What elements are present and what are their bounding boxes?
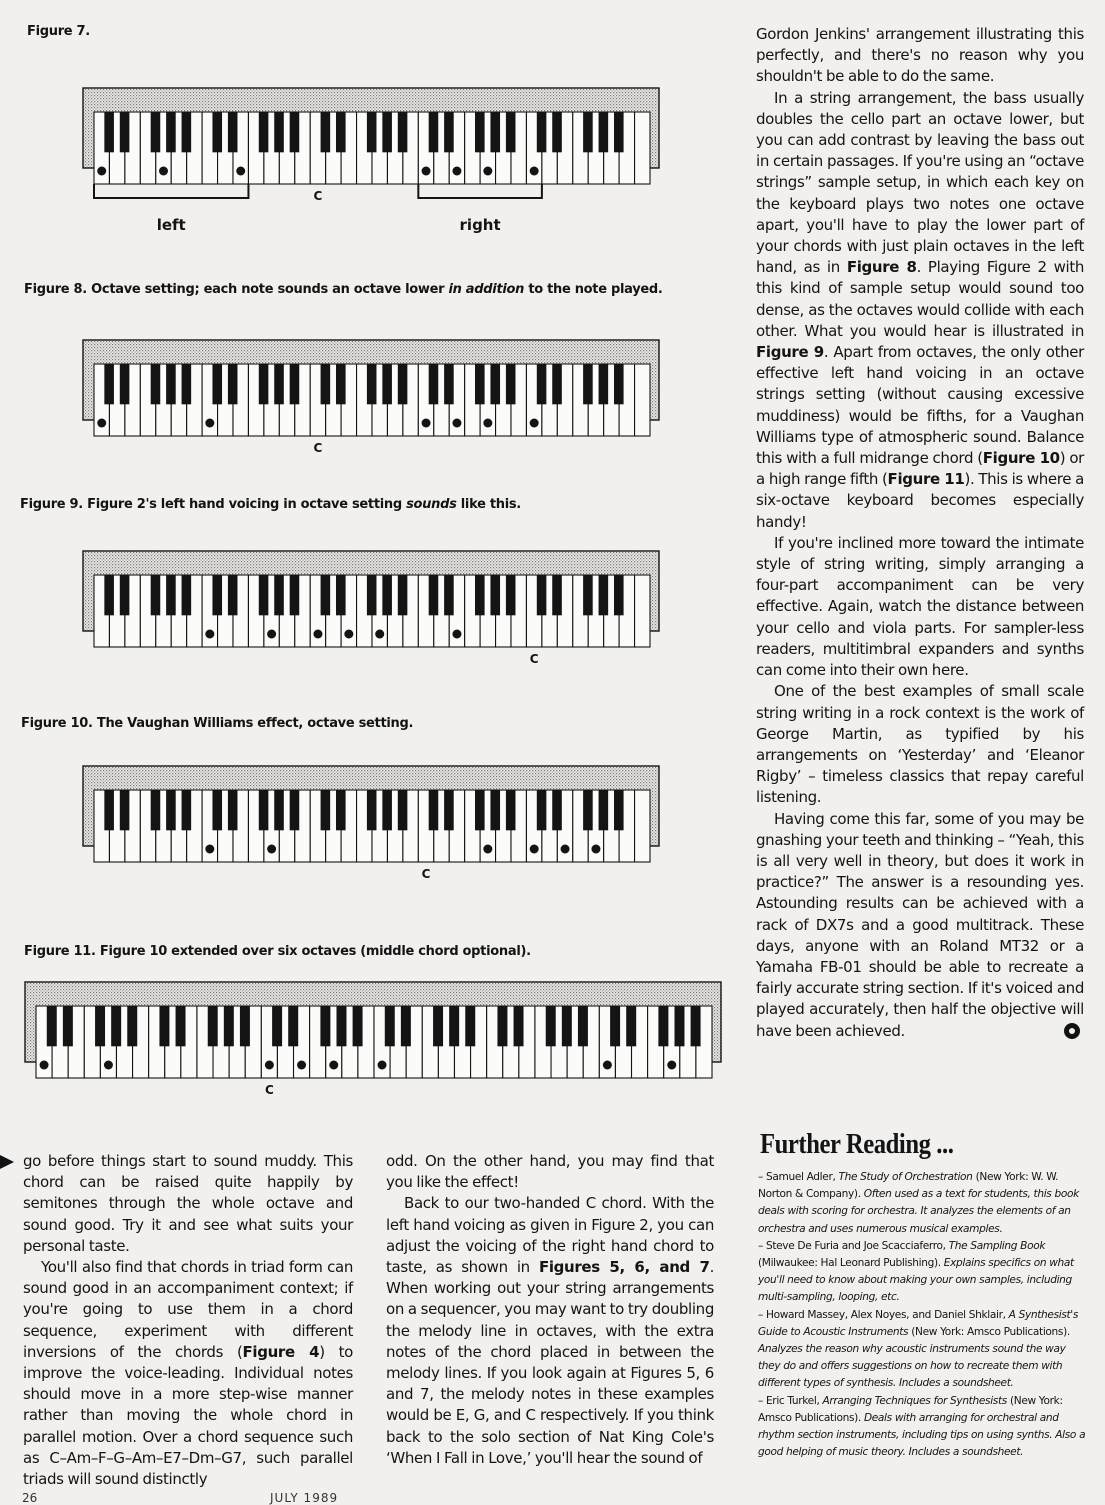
text-run: . Apart from octaves, the only other effective left hand voicing in an octave strings setting (without causing excessive muddiness) would be fifths, for a Vaughan Williams type of atmospheric sound. Balance this with a full midrange chord ( <box>756 343 1085 468</box>
black-key <box>336 364 346 404</box>
black-key <box>182 575 192 615</box>
figure-reference: Figures 5, 6, and 7 <box>538 1258 710 1277</box>
further-reading-title: Further Reading ... <box>760 1128 954 1160</box>
black-key <box>398 575 408 615</box>
black-key <box>506 575 516 615</box>
text-run: You'll also find that chords in triad form can sound good in an accompaniment context; if you're going to use them in a chord sequence, experiment with different inversions of the chords ( <box>23 1258 353 1361</box>
black-key <box>614 364 624 404</box>
black-key <box>444 364 454 404</box>
black-key <box>240 1006 250 1046</box>
figure-11-keyboard <box>24 980 724 1095</box>
note-dot <box>267 845 276 854</box>
note-dot <box>530 167 539 176</box>
black-key <box>490 575 500 615</box>
figure-reference: Figure 11 <box>887 470 965 489</box>
black-key <box>321 112 331 152</box>
bottom-left-article-column <box>23 1151 353 1490</box>
black-key <box>506 112 516 152</box>
black-key <box>382 364 392 404</box>
reading-publisher: (New York: W. W. Norton & Company). <box>758 1171 1059 1201</box>
black-key <box>475 790 485 830</box>
black-key <box>120 364 130 404</box>
black-key <box>367 112 377 152</box>
figure-11-caption: Figure 11. Figure 10 extended over six octaves (middle chord optional). <box>24 944 531 959</box>
black-key <box>176 1006 186 1046</box>
caption-text-end: like this. <box>456 497 521 512</box>
text-run: Back to our two-handed C chord. With the left hand voicing as given in Figure 2, you can adjust the voicing of the right hand chord to taste, as shown in <box>386 1194 714 1277</box>
hand-label-left: left <box>156 216 186 234</box>
black-key <box>429 575 439 615</box>
hand-bracket-left <box>94 184 248 198</box>
black-key <box>506 790 516 830</box>
black-key <box>475 364 485 404</box>
black-key <box>506 364 516 404</box>
black-key <box>321 575 331 615</box>
black-key <box>95 1006 105 1046</box>
black-key <box>385 1006 395 1046</box>
black-key <box>599 575 609 615</box>
figure-reference: Figure 4 <box>242 1342 320 1361</box>
black-key <box>537 364 547 404</box>
black-key <box>290 112 300 152</box>
black-key <box>449 1006 459 1046</box>
black-key <box>353 1006 363 1046</box>
reading-book-title: The Study of Orchestration <box>838 1171 973 1183</box>
figure-9-caption <box>20 497 521 512</box>
black-key <box>552 790 562 830</box>
figure-reference: Figure 10 <box>982 449 1060 468</box>
black-key <box>272 1006 282 1046</box>
black-key <box>104 364 114 404</box>
black-key <box>104 112 114 152</box>
note-dot <box>375 630 384 639</box>
reading-book-title: Arranging Techniques for Synthesists <box>822 1394 1007 1407</box>
caption-italic: in addition <box>448 282 525 297</box>
hand-label-right: right <box>459 216 501 234</box>
black-key <box>610 1006 620 1046</box>
note-dot <box>205 419 214 428</box>
middle-c-label: C <box>421 867 431 881</box>
black-key <box>490 112 500 152</box>
text-run: go before things start to sound muddy. This chord can be raised quite happily by semitones through the whole octave and sound good. Try it and see what suits your personal taste. <box>23 1152 353 1255</box>
black-key <box>120 112 130 152</box>
note-dot <box>236 167 245 176</box>
note-dot <box>422 419 431 428</box>
text-run: ) or a high range fifth ( <box>756 449 1084 489</box>
black-key <box>321 790 331 830</box>
black-key <box>182 112 192 152</box>
reading-note: Often used as a text for students, this book deals with scoring for orchestra. It analyzes the elements of an orchestra and uses numerous musical examples. <box>758 1188 1079 1235</box>
black-key <box>151 790 161 830</box>
reading-author: – Howard Massey, Alex Noyes, and Daniel Shklair, <box>758 1308 1009 1321</box>
black-key <box>166 364 176 404</box>
black-key <box>599 364 609 404</box>
text-run: One of the best examples of small scale string writing in a rock context is the work of George Martin, as typified by his arrangements on ‘Yesterday’ and ‘Eleanor Rigby’ – timeless classics that repay careful listening. <box>756 682 1084 807</box>
note-dot <box>344 630 353 639</box>
paragraph <box>386 1151 714 1193</box>
note-dot <box>452 167 461 176</box>
text-run: . When working out your string arrangements on a sequencer, you may want to try doubling the melody line in octaves, with the extra notes of the chord placed in between the melody lines. If you look again at Figures 5, 6 and 7, the melody notes in these examples would be E, G, and C respectively. If you think back to the solo section of Nat King Cole's ‘When I Fall in Love,’ you'll hear the sound of <box>386 1258 715 1467</box>
black-key <box>104 790 114 830</box>
black-key <box>259 575 269 615</box>
black-key <box>444 575 454 615</box>
black-key <box>444 112 454 152</box>
black-key <box>398 790 408 830</box>
black-key <box>120 790 130 830</box>
black-key <box>658 1006 668 1046</box>
middle-c-label: C <box>529 652 539 666</box>
reading-author: – Eric Turkel, <box>758 1394 823 1407</box>
note-dot <box>267 630 276 639</box>
black-key <box>259 364 269 404</box>
figure-10-keyboard <box>82 764 662 884</box>
black-key <box>433 1006 443 1046</box>
white-key <box>635 790 650 862</box>
white-key <box>635 364 650 436</box>
note-dot <box>561 845 570 854</box>
issue-date: JULY 1989 <box>270 1491 339 1505</box>
black-key <box>182 790 192 830</box>
black-key <box>614 790 624 830</box>
figure-reference: Figure 8 <box>846 258 917 277</box>
paragraph <box>23 1151 353 1257</box>
figure-7-caption: Figure 7. <box>27 24 90 39</box>
black-key <box>401 1006 411 1046</box>
end-of-article-icon <box>1064 1023 1080 1039</box>
paragraph <box>756 809 1084 1042</box>
black-key <box>599 112 609 152</box>
black-key <box>367 790 377 830</box>
black-key <box>212 575 222 615</box>
black-key <box>490 364 500 404</box>
black-key <box>674 1006 684 1046</box>
black-key <box>228 575 238 615</box>
note-dot <box>483 419 492 428</box>
black-key <box>475 575 485 615</box>
note-dot <box>452 630 461 639</box>
black-key <box>490 790 500 830</box>
black-key <box>151 112 161 152</box>
black-key <box>429 112 439 152</box>
reading-publisher: (New York: Amsco Publications). <box>908 1325 1070 1338</box>
black-key <box>382 790 392 830</box>
black-key <box>120 575 130 615</box>
black-key <box>514 1006 524 1046</box>
text-run: Gordon Jenkins' arrangement illustrating this perfectly, and there's no reason why you shouldn't be able to do the same. <box>756 25 1084 86</box>
black-key <box>429 364 439 404</box>
note-dot <box>159 167 168 176</box>
black-key <box>288 1006 298 1046</box>
figure-9-keyboard <box>82 549 662 669</box>
note-dot <box>667 1061 676 1070</box>
black-key <box>166 790 176 830</box>
black-key <box>290 575 300 615</box>
figure-10-caption: Figure 10. The Vaughan Williams effect, octave setting. <box>21 716 414 731</box>
black-key <box>228 112 238 152</box>
black-key <box>208 1006 218 1046</box>
black-key <box>382 112 392 152</box>
black-key <box>290 790 300 830</box>
black-key <box>104 575 114 615</box>
note-dot <box>378 1061 387 1070</box>
black-key <box>562 1006 572 1046</box>
black-key <box>546 1006 556 1046</box>
note-dot <box>483 845 492 854</box>
reading-note: Analyzes the reason why acoustic instruments sound the way they do and offers suggestions on how to recreate them with different types of synthesis. Includes a soundsheet. <box>758 1343 1066 1390</box>
figure-reference: Figure 9 <box>756 343 824 362</box>
middle-c-label: C <box>264 1083 274 1097</box>
caption-italic: sounds <box>406 497 457 512</box>
text-run: Having come this far, some of you may be gnashing your teeth and thinking – “Yeah, this is all very well in theory, but does it work in practice?” The answer is a resounding yes. Astounding results can be achieved with a rack of DX7s and a good multitrack. These days, anyone with an Roland MT32 or a Yamaha FB-01 should be able to recreate a fairly accurate string section. If it's voiced and played accurately, then half the objective will have been achieved. <box>756 809 1084 1040</box>
black-key <box>583 575 593 615</box>
note-dot <box>40 1061 49 1070</box>
black-key <box>552 364 562 404</box>
reading-item <box>758 1238 1088 1307</box>
reading-publisher: (New York: Amsco Publications). <box>758 1394 1063 1424</box>
note-dot <box>603 1061 612 1070</box>
reading-note: Explains specifics on what you'll need to know about making your own samples, including multi-sampling, looping, etc. <box>758 1257 1074 1304</box>
note-dot <box>205 845 214 854</box>
note-dot <box>591 845 600 854</box>
note-dot <box>97 419 106 428</box>
note-dot <box>452 419 461 428</box>
text-run: In a string arrangement, the bass usually doubles the cello part an octave lower, but you can add contrast by leaving the bass out in certain passages. If you're using an “octave strings” sample setup, in which each key on the keyboard plays two notes one octave apart, you'll have to play the lower part of your chords with just plain octaves in the left hand, as in <box>756 88 1084 277</box>
black-key <box>614 575 624 615</box>
black-key <box>212 364 222 404</box>
middle-c-label: C <box>313 189 323 203</box>
reading-book-title: The Sampling Book <box>948 1239 1046 1252</box>
reading-item <box>758 1169 1088 1238</box>
note-dot <box>329 1061 338 1070</box>
black-key <box>259 790 269 830</box>
text-run: odd. On the other hand, you may find that you like the effect! <box>386 1152 714 1192</box>
note-dot <box>265 1061 274 1070</box>
black-key <box>336 112 346 152</box>
figure-8-keyboard <box>82 338 662 458</box>
black-key <box>336 1006 346 1046</box>
note-dot <box>313 630 322 639</box>
note-dot <box>104 1061 113 1070</box>
note-dot <box>530 419 539 428</box>
black-key <box>274 364 284 404</box>
black-key <box>367 364 377 404</box>
paragraph <box>756 681 1084 808</box>
note-dot <box>97 167 106 176</box>
reading-book-title: A Synthesist's Guide to Acoustic Instruments <box>758 1308 1079 1338</box>
text-run: If you're inclined more toward the intimate style of string writing, simply arranging a four-part accompaniment can be very effective. Again, watch the distance between your cello and viola parts. For sampler-less readers, multitimbral expanders and synths can come into their own here. <box>756 533 1084 680</box>
caption-text-end: to the note played. <box>524 282 663 297</box>
black-key <box>382 575 392 615</box>
continuation-arrow-icon <box>0 1155 14 1169</box>
reading-note: Deals with arranging for orchestral and rhythm section instruments, including tips on using synths. Also a good helping of music theory. Includes a soundsheet. <box>758 1411 1086 1459</box>
black-key <box>599 790 609 830</box>
black-key <box>151 364 161 404</box>
black-key <box>166 575 176 615</box>
note-dot <box>205 630 214 639</box>
black-key <box>212 790 222 830</box>
page-number: 26 <box>22 1491 38 1505</box>
black-key <box>259 112 269 152</box>
black-key <box>274 790 284 830</box>
reading-item <box>758 1393 1088 1462</box>
black-key <box>166 112 176 152</box>
black-key <box>47 1006 57 1046</box>
caption-text: Figure 9. Figure 2's left hand voicing in octave setting <box>20 497 407 512</box>
black-key <box>578 1006 588 1046</box>
black-key <box>159 1006 169 1046</box>
right-article-column <box>756 24 1084 1042</box>
middle-c-label: C <box>313 441 323 455</box>
reading-author: – Samuel Adler, <box>758 1171 839 1183</box>
black-key <box>274 112 284 152</box>
black-key <box>465 1006 475 1046</box>
black-key <box>367 575 377 615</box>
black-key <box>336 575 346 615</box>
black-key <box>228 364 238 404</box>
bottom-middle-article-column <box>386 1151 714 1469</box>
black-key <box>583 790 593 830</box>
figure-7-keyboard <box>82 86 662 256</box>
note-dot <box>297 1061 306 1070</box>
black-key <box>290 364 300 404</box>
black-key <box>583 112 593 152</box>
black-key <box>398 112 408 152</box>
black-key <box>111 1006 121 1046</box>
black-key <box>537 112 547 152</box>
black-key <box>212 112 222 152</box>
black-key <box>63 1006 73 1046</box>
black-key <box>583 364 593 404</box>
paragraph <box>386 1193 714 1469</box>
black-key <box>182 364 192 404</box>
black-key <box>224 1006 234 1046</box>
black-key <box>228 790 238 830</box>
black-key <box>320 1006 330 1046</box>
paragraph <box>756 533 1084 681</box>
reading-author: – Steve De Furia and Joe Scacciaferro, <box>758 1239 949 1252</box>
hand-bracket-right <box>418 184 542 198</box>
black-key <box>274 575 284 615</box>
caption-text: Figure 8. Octave setting; each note sounds an octave lower <box>24 282 449 297</box>
black-key <box>444 790 454 830</box>
black-key <box>614 112 624 152</box>
black-key <box>626 1006 636 1046</box>
black-key <box>497 1006 507 1046</box>
figure-8-caption <box>24 282 663 297</box>
black-key <box>429 790 439 830</box>
note-dot <box>530 845 539 854</box>
black-key <box>151 575 161 615</box>
black-key <box>336 790 346 830</box>
note-dot <box>422 167 431 176</box>
text-run: ). This is where a six-octave keyboard becomes especially handy! <box>756 470 1084 531</box>
paragraph <box>756 24 1084 88</box>
reading-item <box>758 1307 1088 1393</box>
paragraph <box>23 1257 353 1490</box>
black-key <box>475 112 485 152</box>
text-run: ) to improve the voice-leading. Individual notes should move in a more step-wise manner rather than moving the whole chord in parallel motion. Over a chord sequence such as C–Am–F–G–Am–E7–Dm–G7, such parallel triads will sound distinctly <box>23 1342 354 1489</box>
black-key <box>321 364 331 404</box>
white-key <box>635 112 650 184</box>
further-reading-list <box>758 1169 1088 1461</box>
black-key <box>691 1006 701 1046</box>
white-key <box>635 575 650 647</box>
black-key <box>537 790 547 830</box>
black-key <box>537 575 547 615</box>
text-run: . Playing Figure 2 with this kind of sample setup would sound too dense, as the octaves would collide with each other. What you would hear is illustrated in <box>756 258 1085 340</box>
black-key <box>552 575 562 615</box>
black-key <box>127 1006 137 1046</box>
black-key <box>398 364 408 404</box>
black-key <box>552 112 562 152</box>
paragraph <box>756 88 1084 533</box>
note-dot <box>483 167 492 176</box>
reading-publisher: (Milwaukee: Hal Leonard Publishing). <box>758 1257 944 1270</box>
